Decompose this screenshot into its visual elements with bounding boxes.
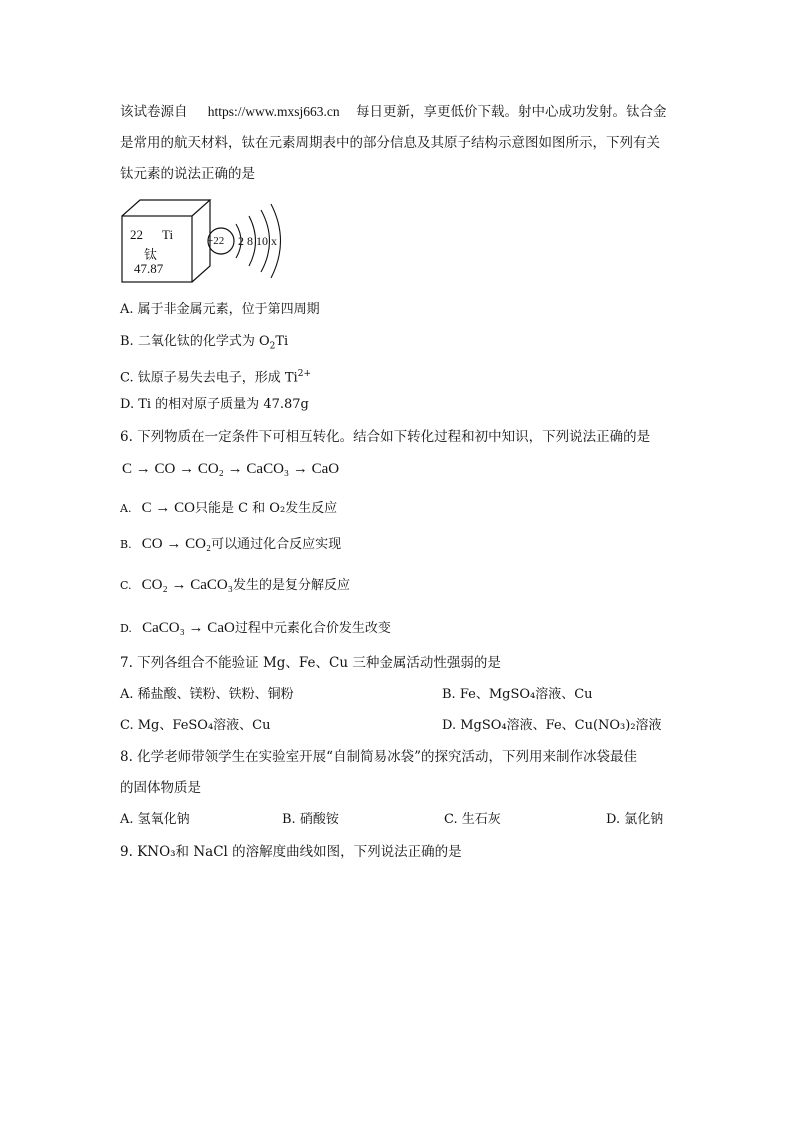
q8-stem-line-2: 的固体物质是 [120, 780, 201, 796]
q8-option-d[interactable]: D. 氯化钠 [606, 812, 664, 827]
q6-option-b[interactable] [120, 534, 341, 555]
element-name: 钛 [144, 248, 158, 263]
q8-stem-line-1: 8. 化学老师带领学生在实验室开展“自制简易冰袋”的探究活动，下列用来制作冰袋最佳 [120, 749, 637, 765]
q5-option-c-sup: 2+ [297, 369, 311, 379]
element-tile-text [122, 215, 202, 278]
atomic-mass: 47.87 [134, 261, 164, 276]
q7-option-a[interactable]: A. 稀盐酸、镁粉、铁粉、铜粉 [120, 687, 294, 702]
q5-option-a[interactable]: A. 属于非金属元素，位于第四周期 [120, 302, 320, 317]
q5-option-b-sub: 2 [269, 341, 276, 352]
nucleus-charge: +22 [207, 235, 225, 247]
q5-option-c[interactable] [120, 364, 311, 388]
q6-option-c-text: 发生的是复分解反应 [232, 578, 350, 593]
q6-stem: 6. 下列物质在一定条件下可相互转化。结合如下转化过程和初中知识，下列说法正确的是 [120, 429, 651, 445]
q8-option-a[interactable]: A. 氢氧化钠 [120, 812, 190, 827]
q5-option-d[interactable]: D. Ti 的相对原子质量为 47.87g [120, 397, 309, 412]
intro-line-1 [120, 102, 666, 122]
q6-option-d-text: 过程中元素化合价发生改变 [234, 621, 391, 636]
q5-option-b-end: Ti [275, 334, 289, 349]
q6-option-d-label: D. [120, 622, 132, 635]
q6-option-d-formula: CaCO₃ → CaO [142, 620, 235, 636]
q6-option-c-label: C. [120, 579, 132, 592]
q6-option-c-formula: CO₂ → CaCO₃ [141, 577, 233, 593]
q7-option-c[interactable]: C. Mg、FeSO₄溶液、Cu [120, 718, 271, 733]
q6-option-d[interactable] [120, 618, 391, 639]
electron-shell-counts: 2 8 10 x [238, 234, 277, 248]
source-url-link[interactable]: https://www.mxsj663.cn [207, 104, 340, 119]
q6-option-a-text: 只能是 C 和 O₂发生反应 [194, 501, 338, 516]
q7-option-b[interactable]: B. Fe、MgSO₄溶液、Cu [442, 687, 593, 702]
q8-option-c[interactable]: C. 生石灰 [444, 812, 501, 827]
element-symbol: Ti [162, 227, 174, 242]
q7-option-d[interactable]: D. MgSO₄溶液、Fe、Cu(NO₃)₂溶液 [442, 718, 662, 733]
q6-option-a[interactable] [120, 498, 337, 519]
intro-source-text: 该试卷源自 [120, 104, 188, 120]
q8-option-b[interactable]: B. 硝酸铵 [282, 812, 339, 827]
q6-option-b-label: B. [120, 538, 132, 551]
q7-stem: 7. 下列各组合不能验证 Mg、Fe、Cu 三种金属活动性强弱的是 [120, 655, 501, 671]
q6-option-c[interactable] [120, 575, 350, 596]
q6-option-a-formula: C → CO [141, 500, 195, 516]
intro-continue-text: 每日更新，享更低价下载。射中心成功发射。钛合金 [355, 104, 667, 120]
intro-line-2: 是常用的航天材料，钛在元素周期表中的部分信息及其原子结构示意图如图所示，下列有关 [120, 135, 660, 151]
intro-line-3: 钛元素的说法正确的是 [120, 166, 255, 182]
q6-option-b-text: 可以通过化合反应实现 [211, 537, 342, 552]
q6-option-a-label: A. [120, 502, 132, 515]
q9-stem: 9. KNO₃和 NaCl 的溶解度曲线如图，下列说法正确的是 [120, 844, 462, 860]
q6-option-b-formula: CO → CO₂ [141, 536, 212, 552]
q5-option-b-text: B. 二氧化钛的化学式为 O [120, 334, 270, 349]
atomic-number: 22 [130, 227, 143, 242]
q6-chain: C → CO → CO₂ → CaCO₃ → CaO [122, 461, 340, 477]
q5-option-b[interactable] [120, 332, 288, 357]
q5-option-c-text: C. 钛原子易失去电子，形成 Ti [120, 370, 298, 386]
